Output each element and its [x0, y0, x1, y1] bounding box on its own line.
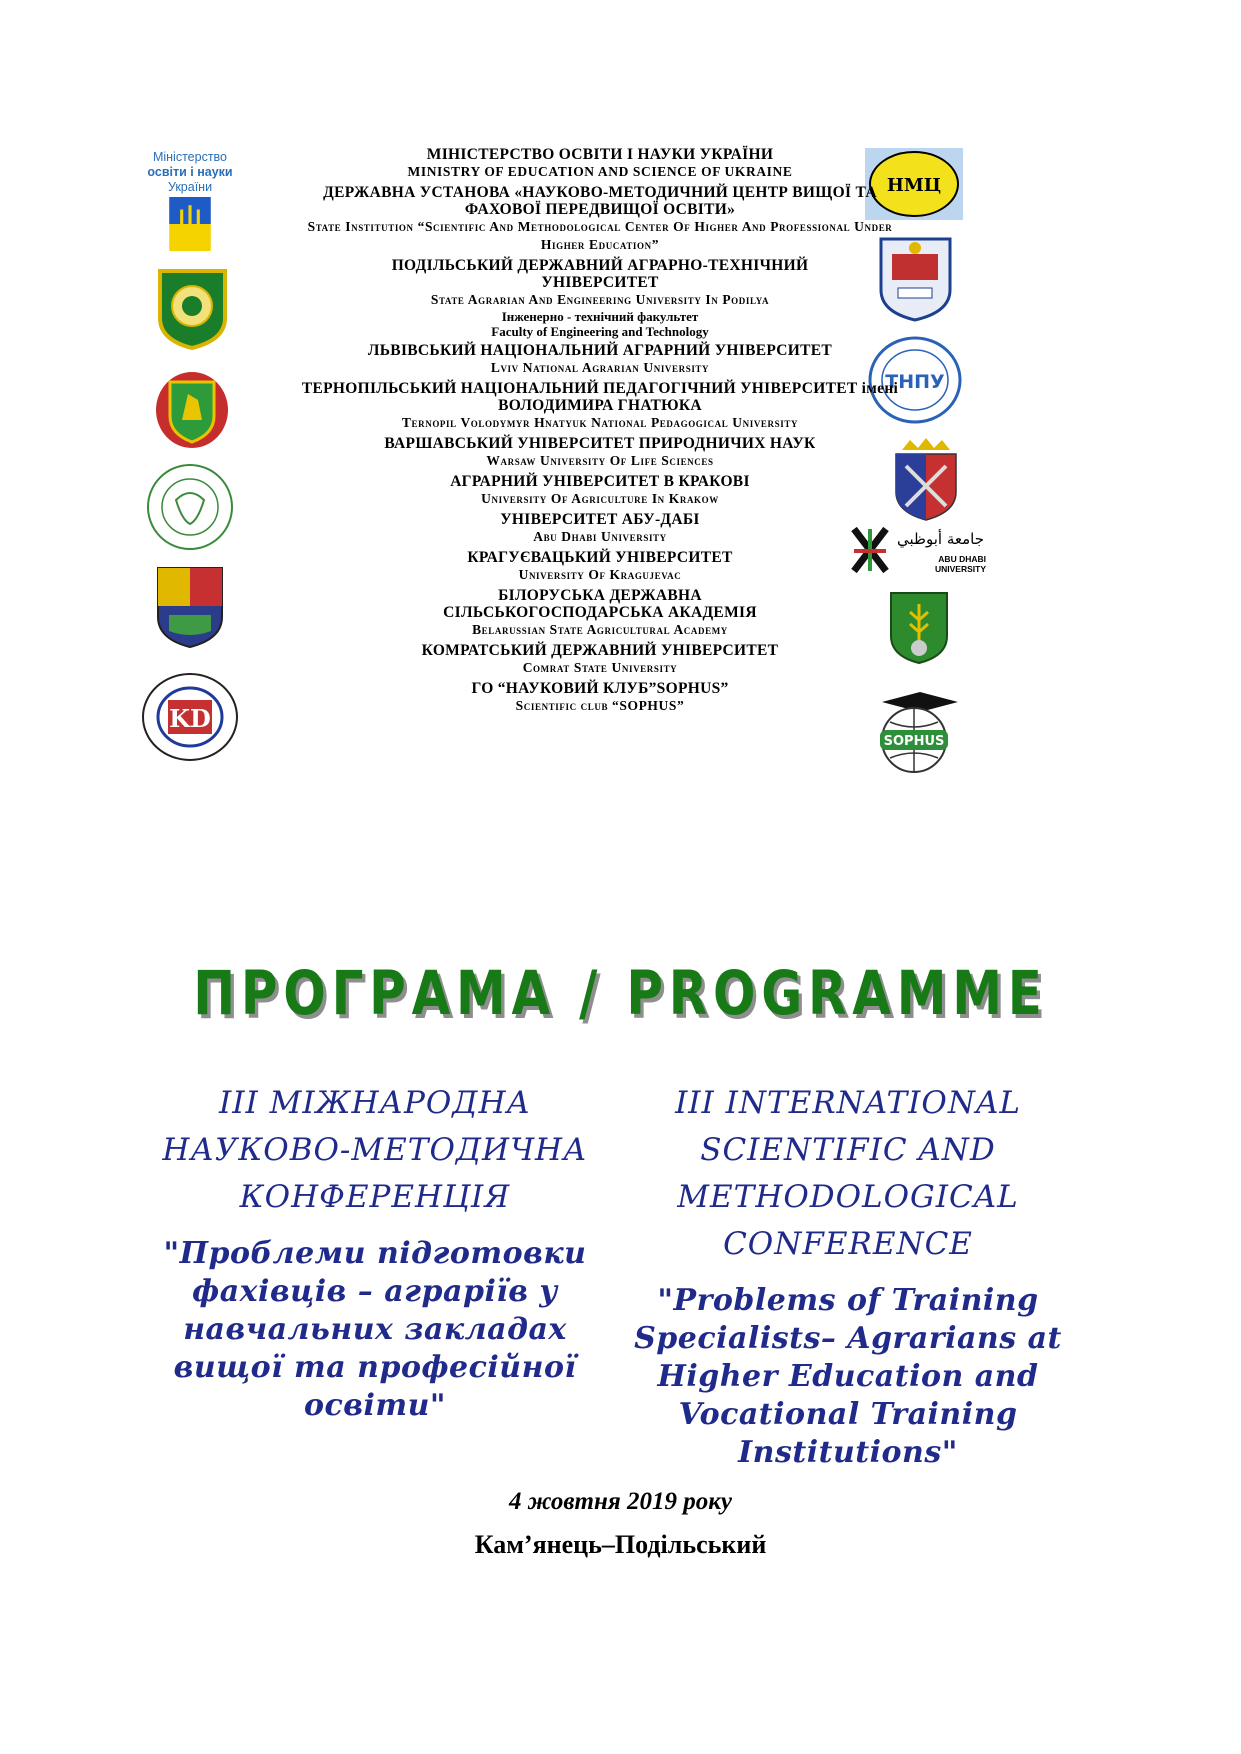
podilya-university-emblem — [155, 268, 230, 350]
org-podilya-university: ПОДІЛЬСЬКИЙ ДЕРЖАВНИЙ АГРАРНО-ТЕХНІЧНИЙ УНІВЕРСИТЕТ State Agrarian And Engineering University In Podilya Інженерно - технічний факультет Faculty of Engineering and Technology — [391, 257, 809, 339]
conference-ua-column — [145, 1080, 605, 1425]
abu-dhabi-english-name: ABU DHABI UNIVERSITY — [934, 554, 986, 574]
ministry-logo-text: Міністерство освіти і науки України — [147, 150, 233, 194]
comrat-university-logo — [140, 672, 240, 762]
conference-ua-title: III МІЖНАРОДНА НАУКОВО-МЕТОДИЧНА КОНФЕРЕНЦІЯ — [162, 1085, 588, 1215]
svg-text:НМЦ: НМЦ — [886, 175, 942, 196]
svg-text:ТНПУ: ТНПУ — [885, 371, 945, 393]
organizations-list — [300, 146, 900, 718]
org-lviv-university: ЛЬВІВСЬКИЙ НАЦІОНАЛЬНИЙ АГРАРНИЙ УНІВЕРСИТЕТ Lviv National Agrarian University — [367, 342, 833, 375]
conference-en-topic: "Problems of Training Specialists– Agrarians at Higher Education and Vocational Training Institutions" — [634, 1283, 1062, 1470]
org-warsaw-university: ВАРШАВСЬКИЙ УНІВЕРСИТЕТ ПРИРОДНИЧИХ НАУК Warsaw University Of Life Sciences — [384, 435, 816, 468]
org-abu-dhabi-university: УНІВЕРСИТЕТ АБУ-ДАБІ Abu Dhabi University — [500, 511, 700, 544]
programme-title: ПРОГРАМА / PROGRAMME — [193, 958, 1048, 1029]
svg-text:KD: KD — [169, 704, 211, 733]
lviv-university-emblem — [152, 370, 232, 450]
org-krakow-university: АГРАРНИЙ УНІВЕРСИТЕТ В КРАКОВІ University Of Agriculture In Krakow — [450, 473, 750, 506]
krakow-university-emblem — [890, 436, 962, 522]
org-scientific-center: ДЕРЖАВНА УСТАНОВА «НАУКОВО-МЕТОДИЧНИЙ ЦЕНТР ВИЩОЇ ТА ФАХОВОЇ ПЕРЕДВИЩОЇ ОСВІТИ» State Institution “Scientific And Methodological Center Of Higher And Professional Under Higher Education” — [307, 184, 893, 252]
abu-dhabi-arabic-name: جامعة أبوظبي — [897, 530, 984, 548]
org-comrat-university: КОМРАТСЬКИЙ ДЕРЖАВНИЙ УНІВЕРСИТЕТ Comrat State University — [421, 642, 779, 675]
ministry-logo — [140, 150, 240, 250]
org-sophus-club: ГО “НАУКОВИЙ КЛУБ”SOPHUS” Scientific club “SOPHUS” — [471, 680, 729, 713]
org-ministry: МІНІСТЕРСТВО ОСВІТИ І НАУКИ УКРАЇНИ MINISTRY OF EDUCATION AND SCIENCE OF UKRAINE — [407, 146, 793, 179]
conference-en-column — [618, 1080, 1078, 1472]
svg-text:SOPHUS: SOPHUS — [883, 734, 945, 749]
kragujevac-university-emblem — [155, 565, 225, 650]
org-ternopil-university: ТЕРНОПІЛЬСЬКИЙ НАЦІОНАЛЬНИЙ ПЕДАГОГІЧНИЙ УНІВЕРСИТЕТ імені ВОЛОДИМИРА ГНАТЮКА Ternopil Volodymyr Hnatyuk National Pedagogical University — [301, 380, 899, 430]
warsaw-university-emblem — [140, 462, 240, 552]
org-kragujevac-university: КРАГУЄВАЦЬКИЙ УНІВЕРСИТЕТ University Of Kragujevac — [467, 549, 733, 582]
conference-city: Кам’янець–Подільський — [474, 1530, 767, 1559]
conference-date: 4 жовтня 2019 року — [508, 1488, 733, 1515]
conference-ua-topic: "Проблеми підготовки фахівців – аграріїв у навчальних закладах вищої та професійної освіти" — [163, 1236, 587, 1423]
org-belarus-academy: БІЛОРУСЬКА ДЕРЖАВНА СІЛЬСЬКОГОСПОДАРСЬКА АКАДЕМІЯ Belarussian State Agricultural Academy — [443, 587, 757, 637]
trident-icon — [169, 197, 211, 251]
conference-en-title: III INTERNATIONAL SCIENTIFIC AND METHODOLOGICAL CONFERENCE — [675, 1085, 1021, 1262]
